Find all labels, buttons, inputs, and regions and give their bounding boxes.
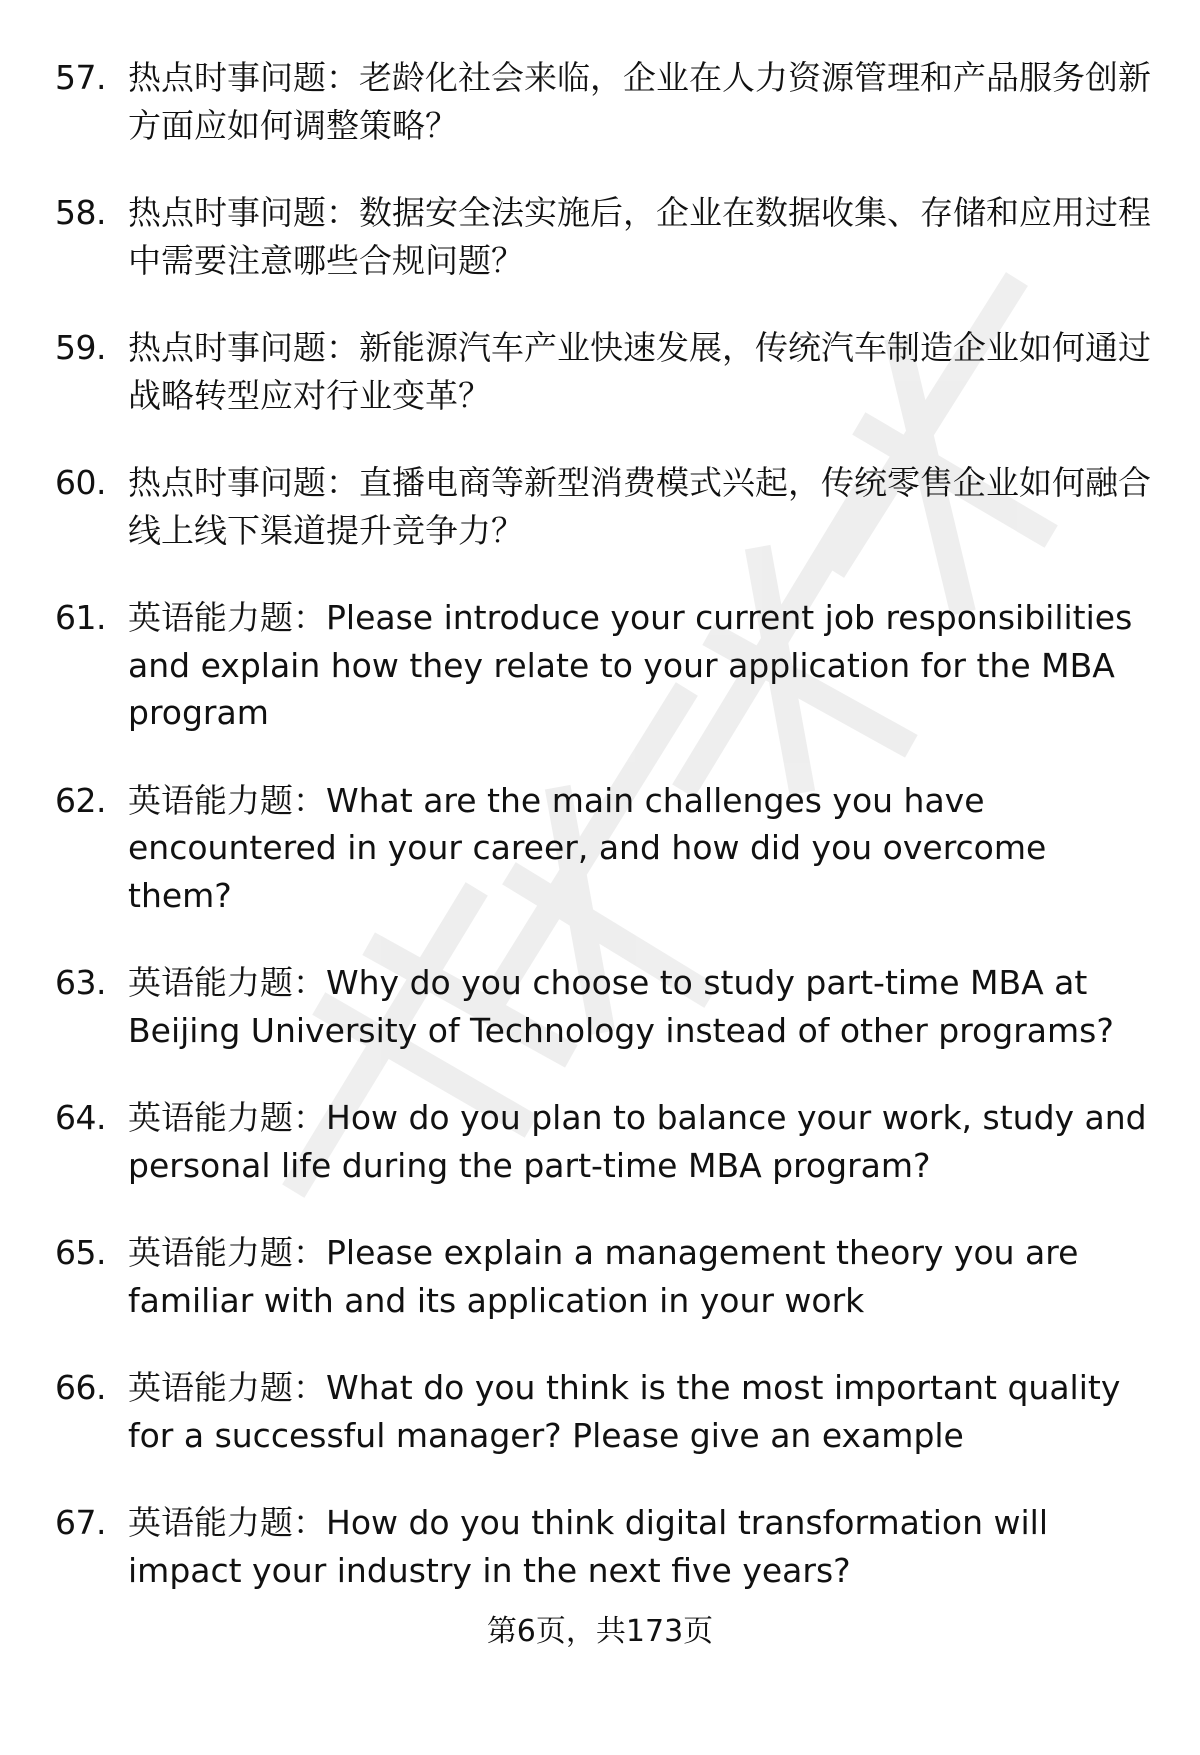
question-number: 58.: [55, 193, 106, 232]
question-text: Please explain a management theory you are familiar with and its application in your work: [128, 1233, 1079, 1320]
question-category: 英语能力题：: [128, 780, 326, 820]
question-item-65: [55, 1229, 1155, 1324]
question-text: How do you plan to balance your work, study and personal life during the part-time MBA program?: [128, 1098, 1147, 1185]
question-body: [128, 459, 1155, 554]
question-text: How do you think digital transformation will impact your industry in the next five years?: [128, 1503, 1049, 1590]
question-text: What are the main challenges you have encountered in your career, and how did you overcome them?: [128, 780, 1047, 915]
page-indicator: 第6页，共173页: [486, 1614, 714, 1649]
question-item-58: [55, 189, 1155, 284]
question-category: 热点时事问题：: [128, 193, 359, 232]
question-body: [128, 959, 1155, 1054]
question-category: 英语能力题：: [128, 1368, 326, 1407]
question-text: Please introduce your current job responsibilities and explain how they relate to your application for the MBA program: [128, 598, 1133, 732]
question-body: [128, 1229, 1155, 1324]
question-text: 老龄化社会来临，企业在人力资源管理和产品服务创新方面应如何调整策略？: [128, 58, 1151, 145]
question-body: [128, 189, 1155, 284]
question-item-62: [55, 777, 1155, 920]
question-number: 63.: [55, 963, 106, 1002]
question-number: 66.: [55, 1368, 106, 1407]
question-category: 英语能力题：: [128, 963, 326, 1002]
question-item-63: [55, 959, 1155, 1054]
question-body: [128, 1094, 1155, 1189]
question-category: 英语能力题：: [128, 1233, 326, 1272]
question-category: 热点时事问题：: [128, 58, 359, 97]
question-text: 直播电商等新型消费模式兴起，传统零售企业如何融合线上线下渠道提升竞争力？: [128, 463, 1151, 550]
question-number: 60.: [55, 463, 106, 502]
question-item-67: [55, 1499, 1155, 1594]
question-number: 64.: [55, 1098, 106, 1137]
question-item-66: [55, 1364, 1155, 1459]
question-category: 英语能力题：: [128, 1503, 326, 1542]
question-text: What do you think is the most important quality for a successful manager? Please give an example: [128, 1368, 1121, 1455]
question-list: [55, 54, 1155, 1634]
question-text: 数据安全法实施后，企业在数据收集、存储和应用过程中需要注意哪些合规问题？: [128, 193, 1151, 280]
question-number: 59.: [55, 328, 106, 367]
question-body: [128, 1499, 1155, 1594]
question-item-60: [55, 459, 1155, 554]
question-item-61: [55, 594, 1155, 737]
question-category: 英语能力题：: [128, 1098, 326, 1137]
question-item-59: [55, 324, 1155, 419]
question-category: 热点时事问题：: [128, 328, 359, 367]
question-body: [128, 54, 1155, 149]
question-body: [128, 1364, 1155, 1459]
question-number: 57.: [55, 58, 106, 97]
question-body: [128, 777, 1155, 920]
question-text: 新能源汽车产业快速发展，传统汽车制造企业如何通过战略转型应对行业变革？: [128, 328, 1151, 415]
question-item-57: [55, 54, 1155, 149]
question-number: 62.: [55, 780, 106, 820]
question-text: Why do you choose to study part-time MBA at Beijing University of Technology instead of other programs?: [128, 963, 1114, 1050]
question-body: [128, 594, 1155, 737]
question-category: 英语能力题：: [128, 598, 326, 637]
question-number: 65.: [55, 1233, 106, 1272]
question-body: [128, 324, 1155, 419]
question-number: 67.: [55, 1503, 106, 1542]
question-category: 热点时事问题：: [128, 463, 359, 502]
question-item-64: [55, 1094, 1155, 1189]
question-number: 61.: [55, 598, 106, 637]
